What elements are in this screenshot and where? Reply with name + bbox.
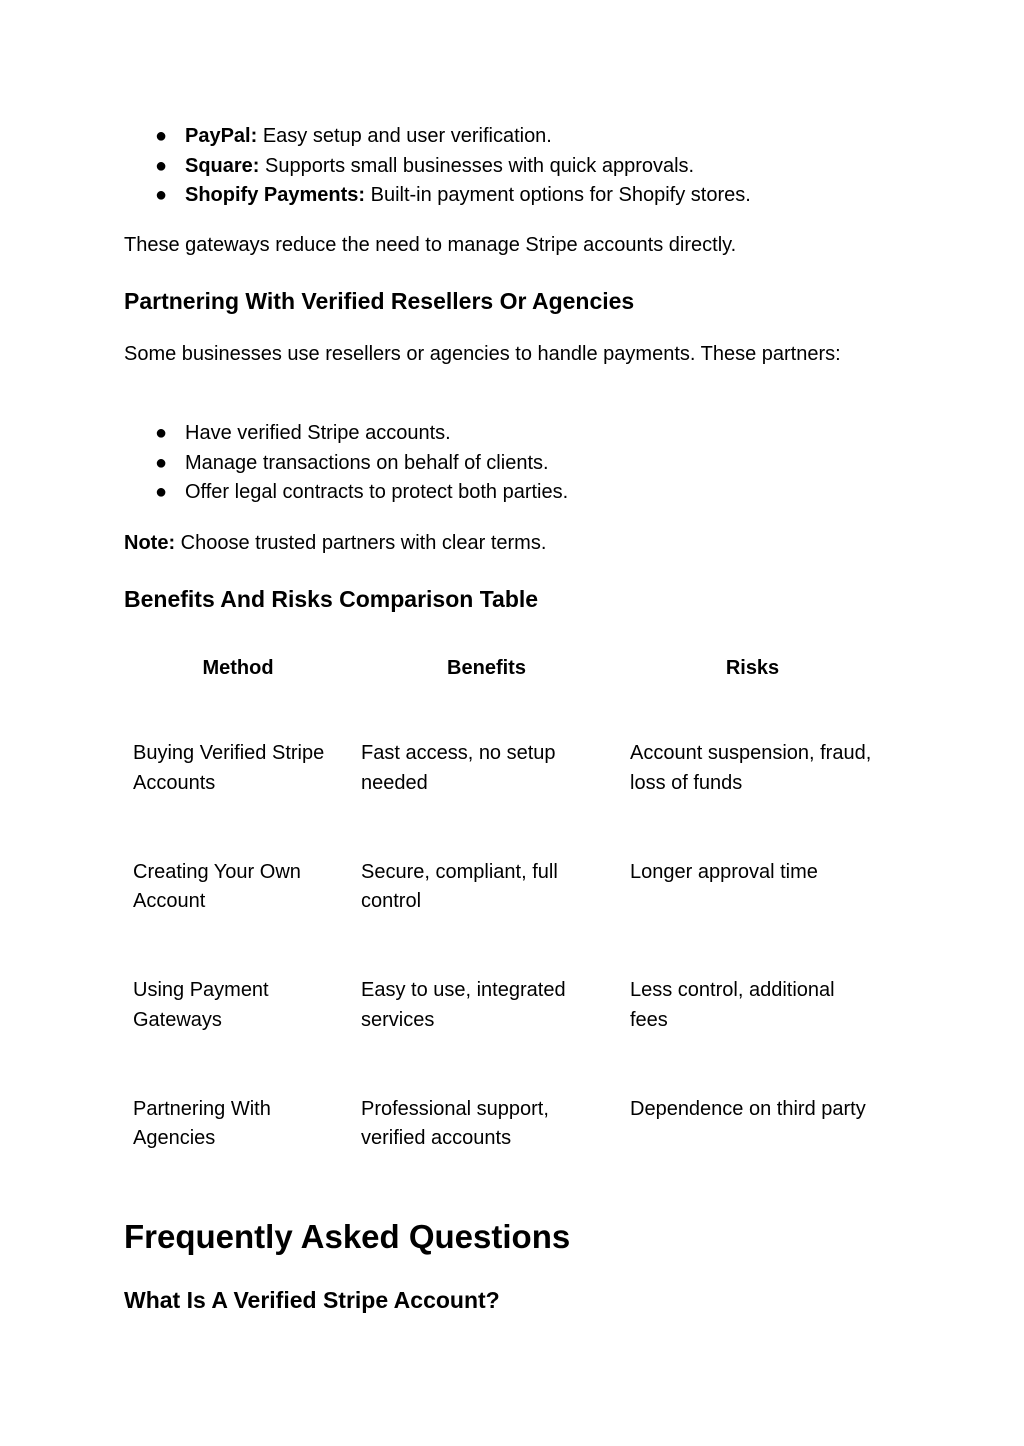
bullet-icon: ● [155, 125, 168, 147]
table-cell-method: Partnering With Agencies [133, 1097, 271, 1149]
list-item [124, 419, 568, 449]
list-item-text: Have verified Stripe accounts. [185, 422, 451, 444]
table-cell-risks: Account suspension, fraud, loss of funds [630, 742, 872, 794]
table-header-row [124, 640, 884, 727]
table-cell-benefits: Easy to use, integrated services [361, 979, 566, 1031]
list-item [124, 449, 568, 479]
list-item [124, 152, 751, 182]
table-cell-method: Using Payment Gateways [133, 979, 269, 1031]
table-cell-benefits: Professional support, verified accounts [361, 1097, 549, 1149]
list-item-label: PayPal: [185, 125, 258, 147]
table-cell-risks: Dependence on third party [630, 1097, 866, 1120]
list-item [124, 478, 568, 508]
list-item-text: Easy setup and user verification. [257, 125, 552, 147]
bullet-icon: ● [155, 481, 168, 503]
column-header-risks: Risks [725, 657, 780, 679]
gateway-summary: These gateways reduce the need to manage Stripe accounts directly. [124, 234, 737, 256]
section-heading-comparison: Benefits And Risks Comparison Table [124, 586, 539, 612]
table-cell-benefits: Secure, compliant, full control [361, 860, 558, 912]
resellers-list [124, 419, 568, 508]
table-cell-risks: Less control, additional fees [630, 979, 835, 1031]
table-cell-risks: Longer approval time [630, 860, 818, 883]
table-cell-method: Buying Verified Stripe Accounts [133, 742, 325, 794]
faq-question: What Is A Verified Stripe Account? [124, 1287, 500, 1313]
column-header-method: Method [202, 657, 274, 679]
table-cell-method: Creating Your Own Account [133, 860, 301, 912]
comparison-table [124, 640, 884, 1201]
note-label: Note: [124, 532, 176, 554]
resellers-intro: Some businesses use resellers or agencies to handle payments. These partners: [124, 343, 841, 365]
note-text: Choose trusted partners with clear terms. [175, 532, 547, 554]
list-item [124, 122, 751, 152]
list-item-text: Manage transactions on behalf of clients. [185, 451, 549, 474]
gateway-list [124, 122, 751, 211]
list-item-label: Square: [185, 154, 260, 177]
list-item-label: Shopify Payments: [185, 184, 366, 206]
resellers-note [124, 529, 546, 559]
table-row [124, 1083, 884, 1202]
table-row [124, 727, 884, 846]
list-item-text: Offer legal contracts to protect both parties. [185, 481, 569, 503]
bullet-icon: ● [155, 154, 168, 177]
table-cell-benefits: Fast access, no setup needed [361, 742, 556, 794]
list-item-text: Supports small businesses with quick approvals. [259, 154, 695, 177]
table-row [124, 846, 884, 965]
list-item-text: Built-in payment options for Shopify stores. [365, 184, 751, 206]
column-header-benefits: Benefits [447, 657, 526, 679]
section-heading-resellers: Partnering With Verified Resellers Or Agencies [124, 288, 635, 314]
bullet-icon: ● [155, 184, 168, 206]
section-heading-faq: Frequently Asked Questions [124, 1218, 571, 1255]
table-row [124, 964, 884, 1083]
bullet-icon: ● [155, 422, 168, 444]
bullet-icon: ● [155, 451, 168, 474]
list-item [124, 181, 751, 211]
